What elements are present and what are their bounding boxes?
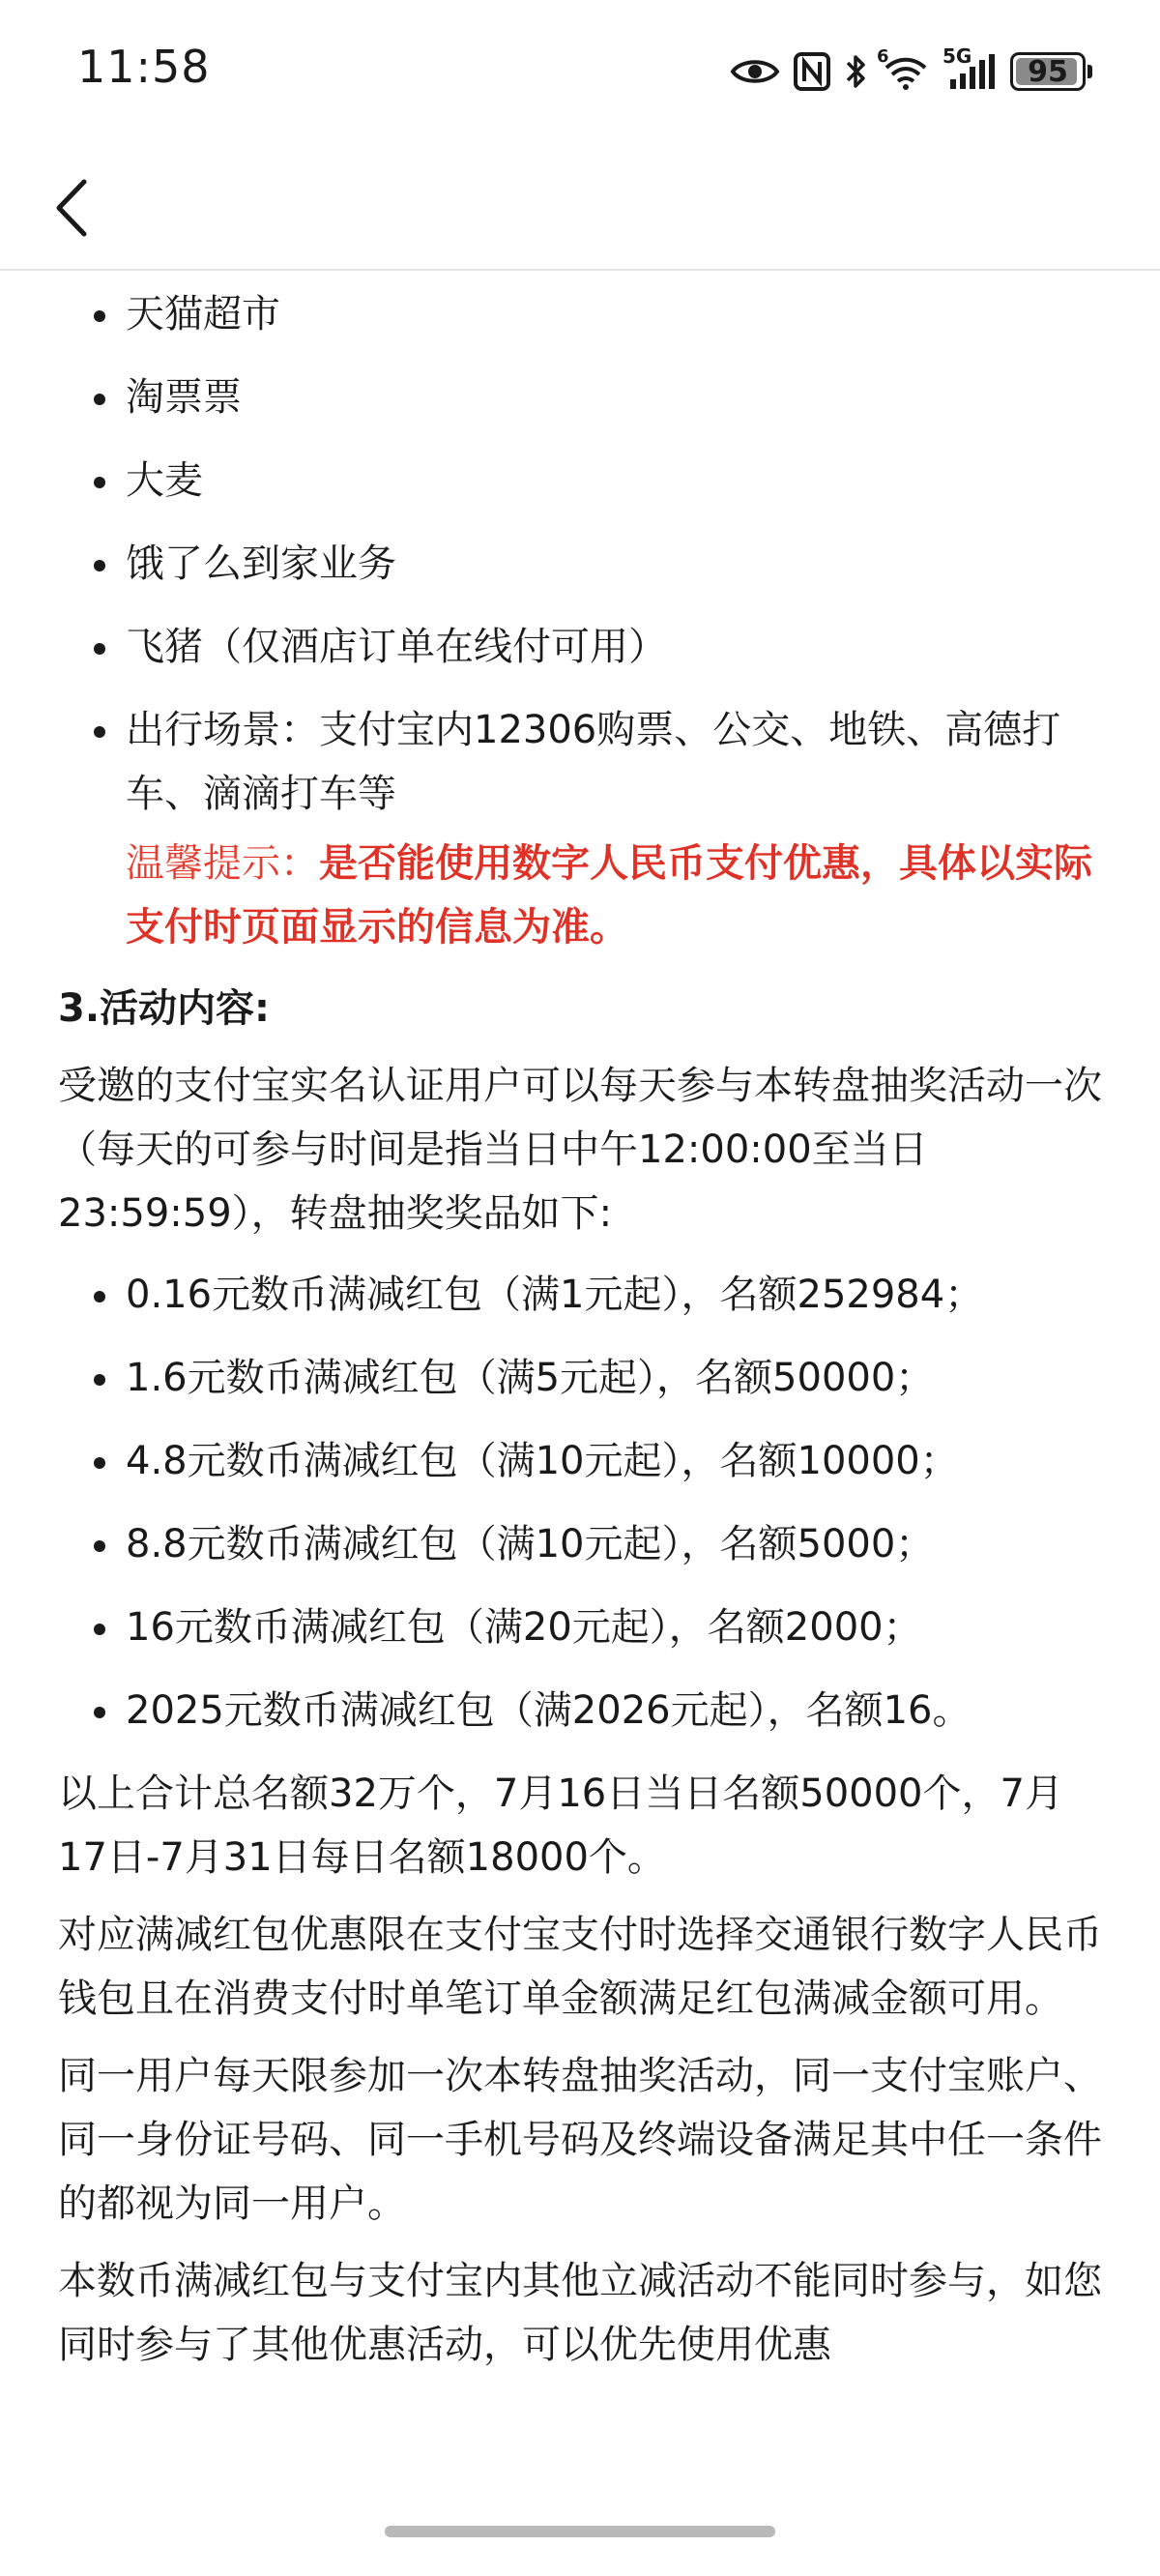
list-item: 0.16元数币满减红包（满1元起），名额252984； (0, 1263, 1160, 1327)
back-button[interactable] (29, 166, 112, 249)
bluetooth-icon (844, 52, 869, 91)
list-item: 饿了么到家业务 (0, 532, 1160, 596)
tip-text: 是否能使用数字人民币支付优惠，具体以实际支付时页面显示的信息为准。 (126, 841, 1092, 950)
list-item: 飞猪（仅酒店订单在线付可用） (0, 615, 1160, 679)
exclusion-paragraph: 本数币满减红包与支付宝内其他立减活动不能同时参与，如您同时参与了其他优惠活动，可以优先使用优惠 (58, 2259, 1102, 2367)
battery-level: 95 (1028, 54, 1068, 89)
chevron-left-icon (51, 178, 90, 238)
list-item: 出行场景：支付宝内12306购票、公交、地铁、高德打车、滴滴打车等 (0, 698, 1160, 826)
eye-icon (730, 55, 780, 88)
channel-list (0, 273, 1160, 826)
same-user-paragraph: 同一用户每天限参加一次本转盘抽奖活动，同一支付宝账户、同一身份证号码、同一手机号码及终端设备满足其中任一条件的都视为同一用户。 (58, 2054, 1102, 2226)
status-time: 11:58 (77, 41, 211, 93)
warm-tip (0, 832, 1160, 959)
list-item: 天猫超市 (0, 282, 1160, 346)
status-bar (0, 0, 1160, 145)
home-indicator[interactable] (385, 2526, 775, 2537)
list-item: 1.6元数币满减红包（满5元起），名额50000； (0, 1346, 1160, 1410)
nav-bar (0, 145, 1160, 271)
cellular-signal-icon (942, 44, 997, 91)
intro-paragraph: 受邀的支付宝实名认证用户可以每天参与本转盘抽奖活动一次（每天的可参与时间是指当日中午12:00:00至当日23:59:59），转盘抽奖奖品如下: (58, 1064, 1102, 1236)
article-content (0, 273, 1160, 2497)
wifi-badge: 6 (877, 46, 889, 67)
list-item: 8.8元数币满减红包（满10元起），名额5000； (0, 1512, 1160, 1576)
list-item: 大麦 (0, 449, 1160, 512)
network-type: 5G (942, 44, 972, 68)
list-item: 2025元数币满减红包（满2026元起），名额16。 (0, 1679, 1160, 1742)
section-heading: 3.活动内容: (58, 986, 271, 1031)
battery-icon (1010, 52, 1092, 91)
nfc-icon (794, 52, 830, 91)
quota-paragraph: 以上合计总名额32万个，7月16日当日名额50000个，7月17日-7月31日每日名额18000个。 (58, 1771, 1063, 1880)
usage-paragraph: 对应满减红包优惠限在支付宝支付时选择交通银行数字人民币钱包且在消费支付时单笔订单金额满足红包满减金额可用。 (58, 1913, 1102, 2021)
tip-label: 温馨提示： (126, 841, 319, 886)
list-item: 4.8元数币满减红包（满10元起），名额10000； (0, 1429, 1160, 1493)
wifi-icon (877, 46, 929, 91)
prize-list (0, 1263, 1160, 1742)
status-icons (730, 44, 1092, 99)
list-item: 淘票票 (0, 366, 1160, 429)
list-item: 16元数币满减红包（满20元起），名额2000； (0, 1595, 1160, 1659)
